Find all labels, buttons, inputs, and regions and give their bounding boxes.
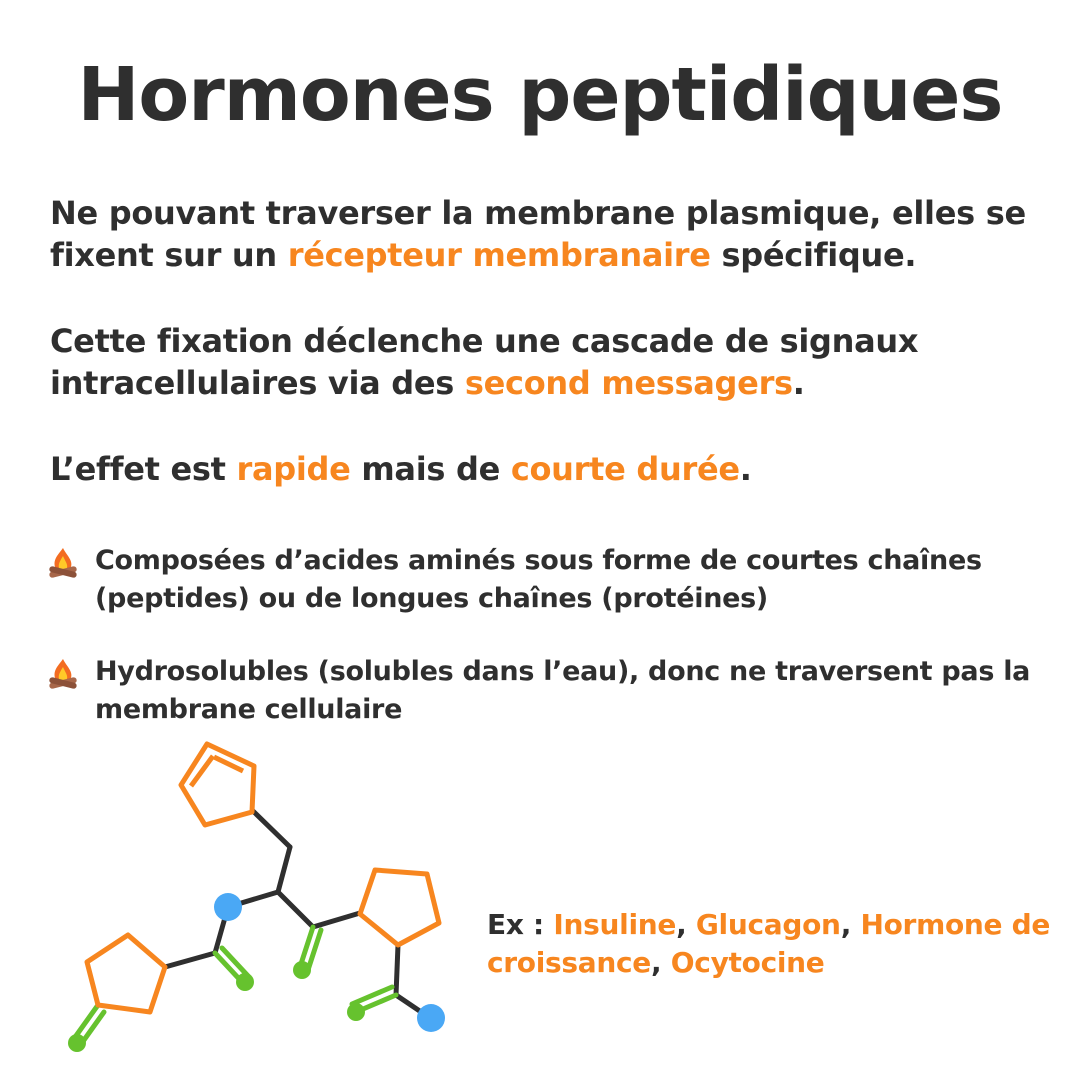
examples-list	[487, 906, 1067, 982]
bullet-text: Composées d’acides aminés sous forme de courtes chaînes (peptides) ou de longues chaînes (protéines)	[95, 545, 982, 614]
bullet-item	[46, 542, 1066, 618]
paragraph-membrane	[50, 192, 1060, 276]
example-separator: ,	[676, 908, 696, 941]
paragraph-text: .	[792, 364, 805, 402]
example-prefix: Ex :	[487, 908, 554, 941]
page-title: Hormones peptidiques	[77, 52, 1003, 138]
paragraph-text: spécifique.	[710, 236, 917, 274]
molecule-illustration	[0, 725, 480, 1070]
example-separator: ,	[651, 946, 671, 979]
paragraph-text: .	[739, 450, 752, 488]
highlight-rapide: rapide	[236, 450, 351, 488]
paragraph-text: mais de	[350, 450, 511, 488]
highlight-second-messagers: second messagers	[464, 364, 793, 402]
example-glucagon: Glucagon	[695, 908, 841, 941]
example-ocytocine: Ocytocine	[670, 946, 825, 979]
campfire-icon	[46, 546, 80, 580]
paragraph-text: L’effet est	[50, 450, 237, 488]
paragraph-cascade	[50, 320, 1060, 404]
bullet-text: Hydrosolubles (solubles dans l’eau), donc ne traversent pas la membrane cellulaire	[95, 656, 1031, 725]
example-insuline: Insuline	[553, 908, 677, 941]
campfire-icon	[46, 657, 80, 691]
paragraph-effet	[50, 448, 1060, 490]
paragraph-text: Cette fixation déclenche une cascade de signaux intracellulaires via des	[50, 322, 919, 402]
example-hormone-de-croissance: Hormone de croissance	[487, 908, 1051, 979]
highlight-recepteur: récepteur membranaire	[287, 236, 711, 274]
paragraph-text: Ne pouvant traverser la membrane plasmique, elles se fixent sur un	[50, 194, 1026, 274]
bullet-item	[46, 653, 1066, 729]
example-separator: ,	[840, 908, 861, 941]
highlight-courte-duree: courte durée	[510, 450, 740, 488]
